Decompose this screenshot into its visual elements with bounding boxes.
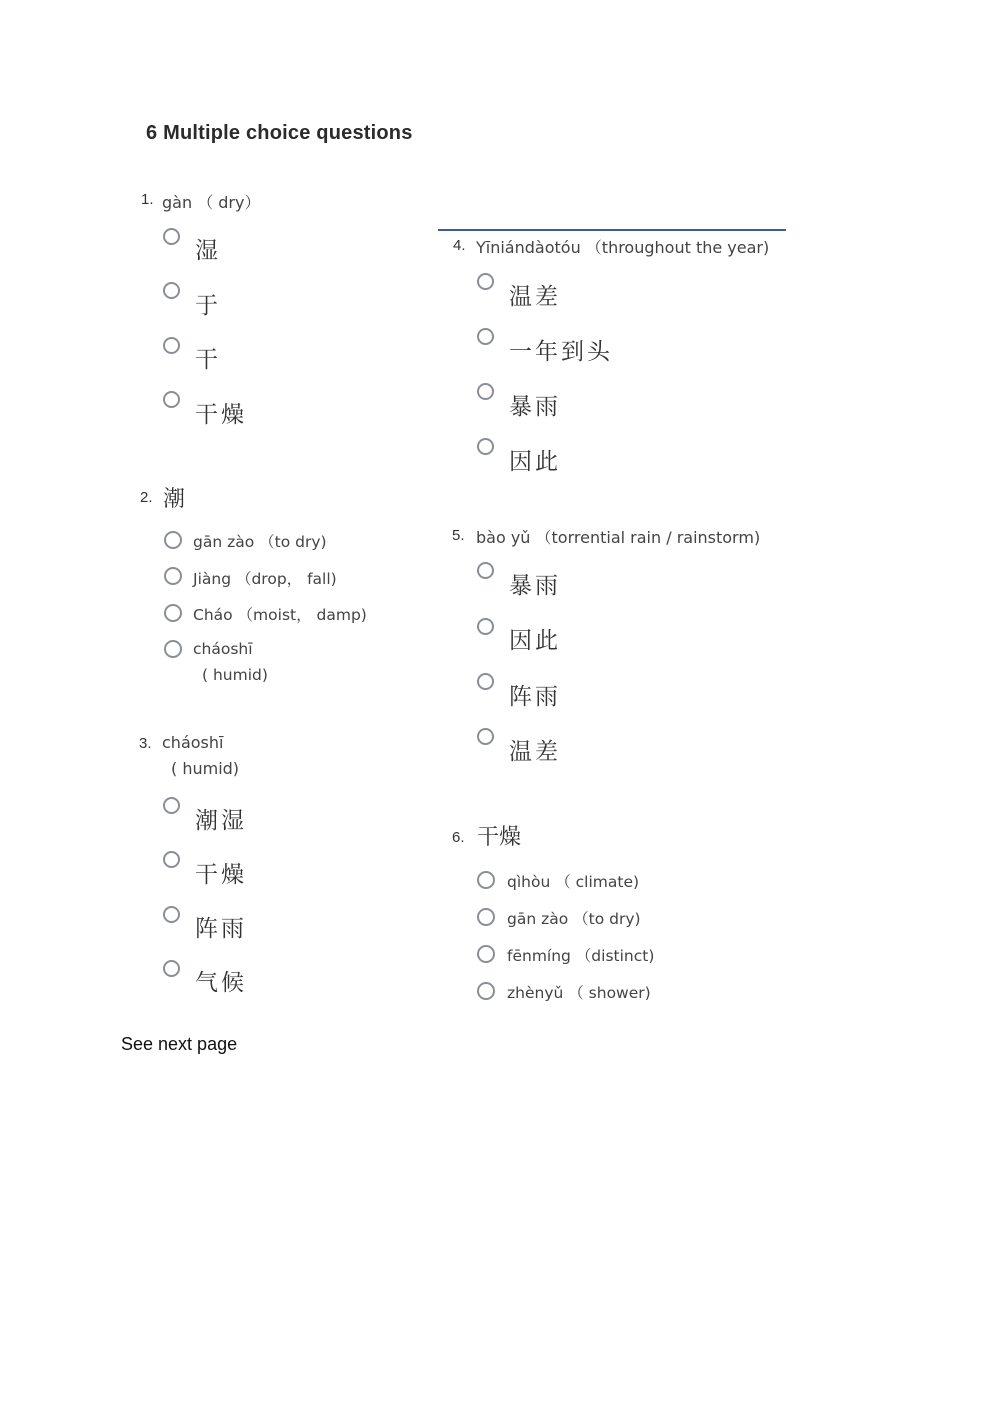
question-4-number: 4. bbox=[453, 237, 466, 254]
q3-option-2-label[interactable]: 干燥 bbox=[195, 862, 247, 888]
q4-option-3-label[interactable]: 暴雨 bbox=[509, 394, 561, 420]
q2-option-1-radio[interactable] bbox=[164, 531, 182, 549]
q5-option-2-radio[interactable] bbox=[477, 618, 494, 635]
q2-option-2-radio[interactable] bbox=[164, 567, 182, 585]
question-5-prompt: bào yǔ （torrential rain / rainstorm) bbox=[476, 528, 761, 547]
q4-option-4-label[interactable]: 因此 bbox=[509, 449, 561, 475]
q6-option-2-radio[interactable] bbox=[477, 908, 495, 926]
question-3-prompt: cháoshī bbox=[162, 733, 224, 752]
q1-option-4-radio[interactable] bbox=[163, 391, 180, 408]
q5-option-1-label[interactable]: 暴雨 bbox=[509, 573, 561, 599]
q5-option-4-radio[interactable] bbox=[477, 728, 494, 745]
q1-option-3-radio[interactable] bbox=[163, 337, 180, 354]
question-2-prompt: 潮 bbox=[163, 487, 186, 512]
q5-option-3-radio[interactable] bbox=[477, 673, 494, 690]
question-6-prompt: 干燥 bbox=[477, 825, 522, 850]
q5-option-1-radio[interactable] bbox=[477, 562, 494, 579]
q6-option-4-radio[interactable] bbox=[477, 982, 495, 1000]
q4-option-2-radio[interactable] bbox=[477, 328, 494, 345]
q4-option-1-radio[interactable] bbox=[477, 273, 494, 290]
q5-option-3-label[interactable]: 阵雨 bbox=[509, 684, 561, 710]
q4-option-3-radio[interactable] bbox=[477, 383, 494, 400]
question-1-prompt: gàn （ dry） bbox=[162, 193, 261, 212]
q2-option-3-radio[interactable] bbox=[164, 604, 182, 622]
q3-option-4-label[interactable]: 气候 bbox=[195, 970, 247, 996]
q2-option-1-label[interactable]: gān zào （to dry) bbox=[193, 533, 327, 551]
question-5-number: 5. bbox=[452, 527, 465, 544]
q6-option-1-radio[interactable] bbox=[477, 871, 495, 889]
q2-option-4-radio[interactable] bbox=[164, 640, 182, 658]
q4-option-4-radio[interactable] bbox=[477, 438, 494, 455]
q1-option-3-label[interactable]: 干 bbox=[195, 347, 221, 373]
q3-option-3-radio[interactable] bbox=[163, 906, 180, 923]
q1-option-4-label[interactable]: 干燥 bbox=[195, 402, 247, 428]
question-3-number: 3. bbox=[139, 735, 152, 752]
q2-option-3-label[interactable]: Cháo （moist， damp) bbox=[193, 606, 367, 624]
question-6-number: 6. bbox=[452, 829, 465, 846]
question-2-number: 2. bbox=[140, 489, 153, 506]
q3-option-4-radio[interactable] bbox=[163, 960, 180, 977]
q3-option-1-radio[interactable] bbox=[163, 797, 180, 814]
question-4-prompt: Yīniándàotóu （throughout the year) bbox=[476, 238, 770, 257]
q6-option-1-label[interactable]: qìhòu （ climate) bbox=[507, 873, 640, 891]
question-1-number: 1. bbox=[141, 191, 154, 208]
q1-option-1-radio[interactable] bbox=[163, 228, 180, 245]
section-divider bbox=[438, 229, 786, 231]
q3-option-3-label[interactable]: 阵雨 bbox=[195, 916, 247, 942]
q5-option-4-label[interactable]: 温差 bbox=[509, 739, 561, 765]
page-title: 6 Multiple choice questions bbox=[146, 122, 413, 144]
q3-option-2-radio[interactable] bbox=[163, 851, 180, 868]
see-next-page-note: See next page bbox=[121, 1034, 238, 1054]
q5-option-2-label[interactable]: 因此 bbox=[509, 628, 561, 654]
question-3-prompt-line2: ( humid) bbox=[171, 759, 240, 778]
q1-option-1-label[interactable]: 湿 bbox=[195, 238, 221, 264]
q2-option-2-label[interactable]: Jiàng （drop， fall) bbox=[193, 570, 337, 588]
q2-option-4-label[interactable]: cháoshī bbox=[193, 640, 253, 658]
q1-option-2-radio[interactable] bbox=[163, 282, 180, 299]
q1-option-2-label[interactable]: 于 bbox=[195, 293, 221, 319]
q4-option-1-label[interactable]: 温差 bbox=[509, 284, 561, 310]
q2-option-4-label-line2[interactable]: ( humid) bbox=[202, 666, 268, 684]
q6-option-3-label[interactable]: fēnmíng （distinct) bbox=[507, 947, 655, 965]
q6-option-2-label[interactable]: gān zào （to dry) bbox=[507, 910, 641, 928]
q4-option-2-label[interactable]: 一年到头 bbox=[509, 339, 613, 365]
q3-option-1-label[interactable]: 潮湿 bbox=[195, 808, 247, 834]
q6-option-4-label[interactable]: zhènyǔ （ shower) bbox=[507, 984, 651, 1002]
q6-option-3-radio[interactable] bbox=[477, 945, 495, 963]
